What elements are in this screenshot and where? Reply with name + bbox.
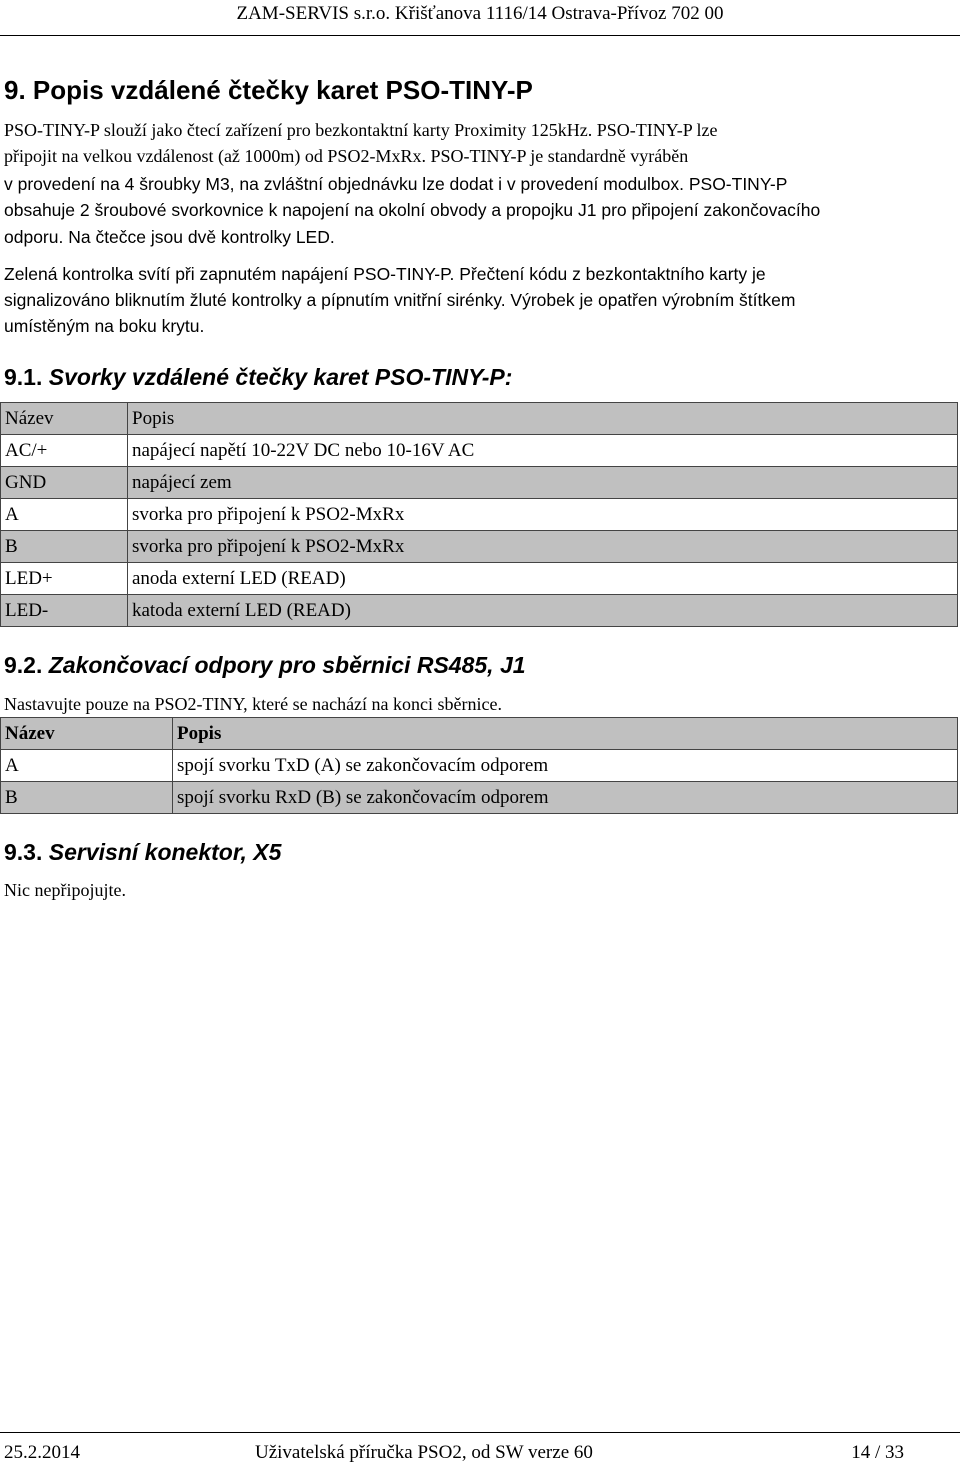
service-heading-number: 9.3. [4,839,43,865]
table-row [1,750,958,782]
terminals-heading-number: 9.1. [4,364,43,390]
page-header: ZAM-SERVIS s.r.o. Křišťanova 1116/14 Ostrava-Přívoz 702 00 [236,3,724,24]
termination-heading-number: 9.2. [4,652,43,678]
footer-title: Uživatelská příručka PSO2, od SW verze 60 [255,1442,593,1463]
cell-description: napájecí zem [128,467,958,499]
led-line-2: signalizováno bliknutím žluté kontrolky a pípnutím vnitřní sirénky. Výrobek je opatřen výrobním štítkem [4,290,796,310]
intro-line-4: obsahuje 2 šroubové svorkovnice k napojení na okolní obvody a propojku J1 pro připojení zakončovacího [4,200,821,220]
table-row [1,467,958,499]
cell-name: A [1,750,173,782]
footer-divider [0,1432,960,1433]
terminals-heading-text: Svorky vzdálené čtečky karet PSO-TINY-P: [48,364,513,390]
footer-date: 25.2.2014 [4,1442,80,1463]
header-cell-description: Popis [128,403,958,435]
termination-note: Nastavujte pouze na PSO2-TINY, které se nachází na konci sběrnice. [4,694,502,714]
cell-name: A [1,499,128,531]
service-text: Nic nepřipojujte. [4,880,126,900]
termination-table [0,717,958,814]
cell-description: spojí svorku RxD (B) se zakončovacím odporem [173,782,958,814]
led-line-3: umístěným na boku krytu. [4,316,205,336]
service-heading [4,837,281,867]
footer-page-number: 14 / 33 [851,1442,904,1463]
cell-description: katoda externí LED (READ) [128,595,958,627]
terminals-table [0,402,958,627]
table-header-row [1,718,958,750]
cell-description: napájecí napětí 10-22V DC nebo 10-16V AC [128,435,958,467]
table-row [1,563,958,595]
section-title: 9. Popis vzdálené čtečky karet PSO-TINY-P [4,75,533,105]
termination-heading-text: Zakončovací odpory pro sběrnici RS485, J1 [48,652,526,678]
cell-name: LED- [1,595,128,627]
cell-name: LED+ [1,563,128,595]
cell-description: anoda externí LED (READ) [128,563,958,595]
led-line-1: Zelená kontrolka svítí při zapnutém napájení PSO-TINY-P. Přečtení kódu z bezkontaktního karty je [4,264,766,284]
header-divider [0,35,960,36]
termination-heading [4,650,526,680]
service-heading-text: Servisní konektor, X5 [48,839,282,865]
cell-description: svorka pro připojení k PSO2-MxRx [128,531,958,563]
header-cell-description: Popis [173,718,958,750]
intro-line-5: odporu. Na čtečce jsou dvě kontrolky LED. [4,227,335,247]
table-header-row [1,403,958,435]
terminals-heading [4,362,512,392]
intro-line-3: v provedení na 4 šroubky M3, na zvláštní objednávku lze dodat i v provedení modulbox. PSO-TINY-P [4,174,788,194]
table-row [1,435,958,467]
cell-name: GND [1,467,128,499]
intro-line-2: připojit na velkou vzdálenost (až 1000m) od PSO2-MxRx. PSO-TINY-P je standardně vyráběn [4,146,689,166]
header-cell-name: Název [1,718,173,750]
table-row [1,782,958,814]
cell-description: spojí svorku TxD (A) se zakončovacím odporem [173,750,958,782]
table-row [1,531,958,563]
cell-description: svorka pro připojení k PSO2-MxRx [128,499,958,531]
table-row [1,499,958,531]
cell-name: AC/+ [1,435,128,467]
cell-name: B [1,782,173,814]
intro-line-1: PSO-TINY-P slouží jako čtecí zařízení pro bezkontaktní karty Proximity 125kHz. PSO-TINY-P lze [4,120,718,140]
header-cell-name: Název [1,403,128,435]
table-row [1,595,958,627]
cell-name: B [1,531,128,563]
